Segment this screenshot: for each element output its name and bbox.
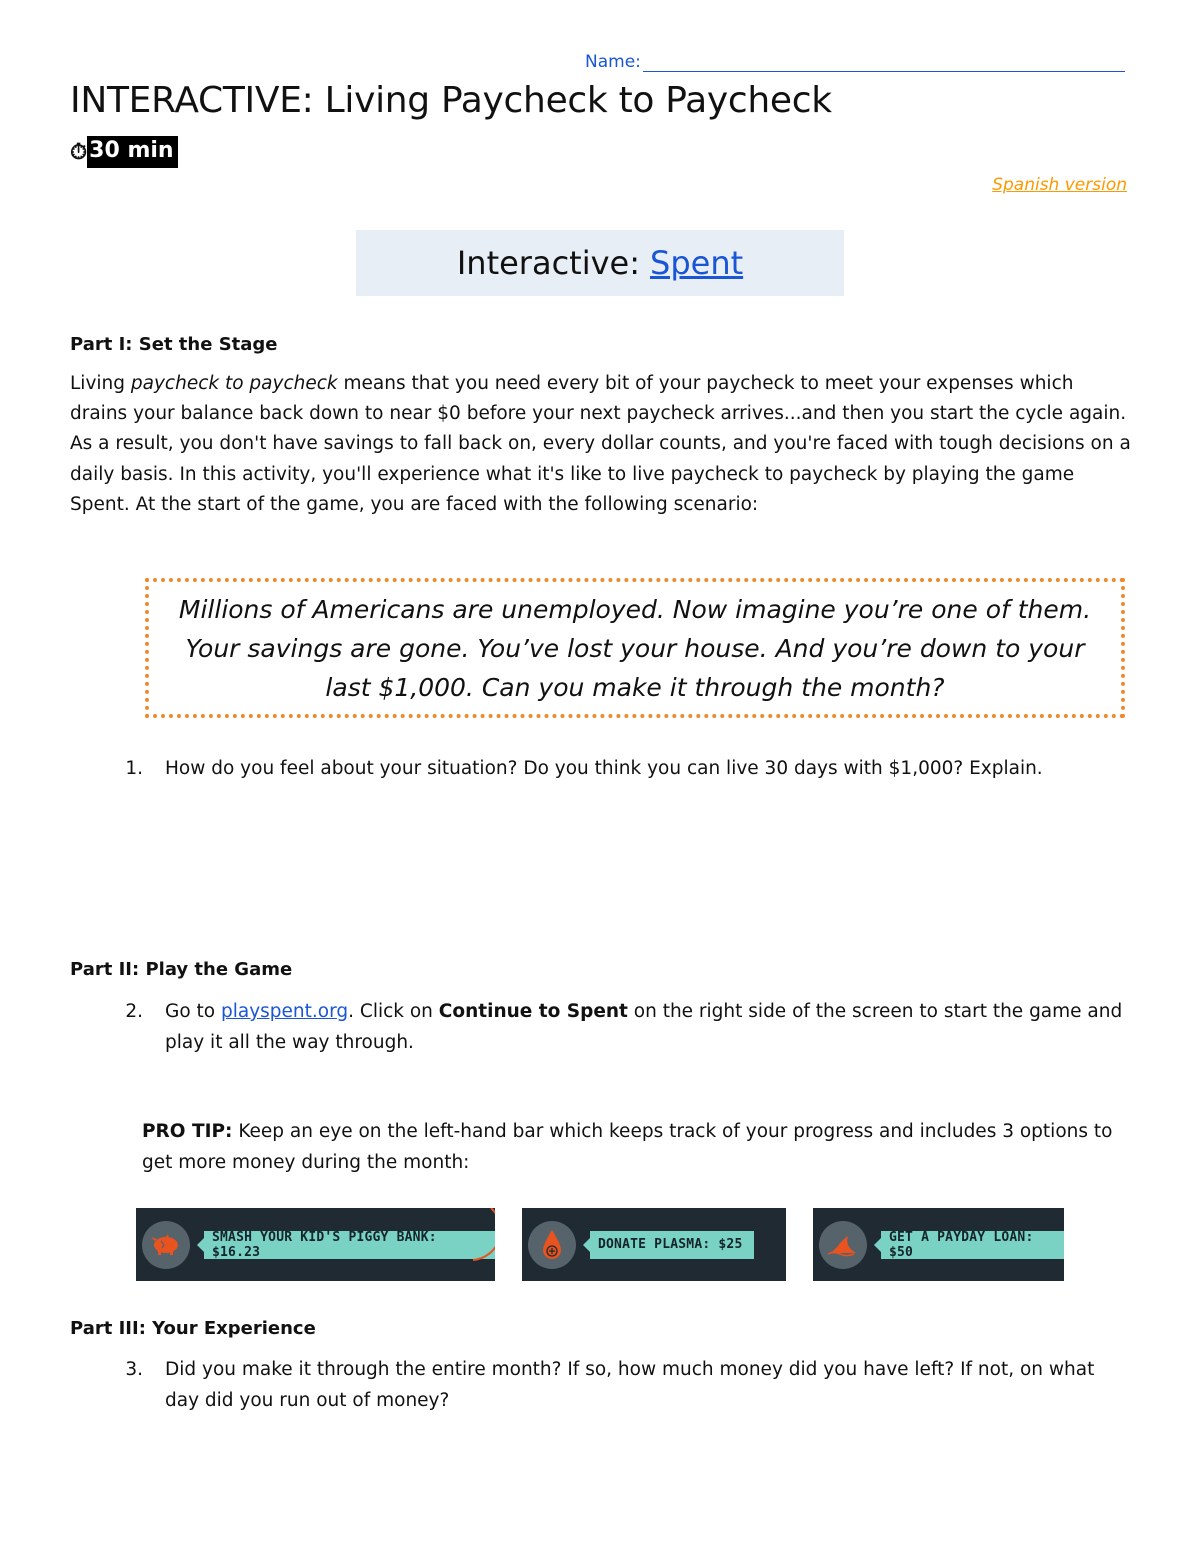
interactive-prefix: Interactive: (456, 244, 640, 282)
pro-tip (142, 1116, 1132, 1178)
question-text (143, 996, 1130, 1058)
intro-emphasis: paycheck to paycheck (130, 373, 338, 394)
q2-text-b: . Click on (348, 1001, 439, 1022)
question-1 (100, 753, 1130, 784)
q2-text-c: on the right side of the screen to start the game and play it all the way through. (165, 1001, 1123, 1053)
duration-text: 30 min (87, 136, 177, 168)
duration-badge (70, 136, 178, 168)
scenario-callout: Millions of Americans are unemployed. Now imagine you’re one of them. Your savings are gone. You’ve lost your house. And you’re down to your last $1,000. Can you make it through the month? (145, 578, 1125, 718)
page-title: INTERACTIVE: Living Paycheck to Paycheck (70, 80, 832, 121)
playspent-link[interactable]: playspent.org (221, 1001, 349, 1022)
shark-fin-icon (819, 1221, 867, 1269)
pro-tip-text: Keep an eye on the left-hand bar which keeps track of your progress and includes 3 options to get more money during the month: (142, 1121, 1113, 1173)
spanish-version-link[interactable]: Spanish version (992, 175, 1127, 195)
part1-intro (70, 369, 1132, 520)
question-text: Did you make it through the entire month? If so, how much money did you have left? If not, on what day did you run out of money? (165, 1359, 1095, 1411)
part1-heading: Part I: Set the Stage (70, 334, 278, 355)
piggy-bank-icon (142, 1221, 190, 1269)
blood-drop-icon (528, 1221, 576, 1269)
pro-tip-label: PRO TIP: (142, 1121, 233, 1142)
stopwatch-icon: ⏱ (70, 139, 88, 165)
q2-bold: Continue to Spent (438, 1001, 628, 1022)
decorative-arc (455, 1208, 495, 1281)
option-label: DONATE PLASMA: $25 (590, 1231, 754, 1259)
name-blank-line[interactable] (643, 53, 1125, 72)
intro-text-b: means that you need every bit of your paycheck to meet your expenses which drains your balance back down to near $0 before your next paycheck arrives...and then you start the cycle again. As a result, you don't have savings to fall back on, every dollar counts, and you're faced with tough decisions on a daily basis. In this activity, you'll experience what it's like to live paycheck to paycheck by playing the game Spent. At the start of the game, you are faced with the following scenario: (70, 373, 1131, 515)
question-number: 2. (125, 1001, 143, 1022)
option-piggy-bank (136, 1208, 495, 1281)
question-number: 3. (125, 1359, 143, 1380)
question-text: How do you feel about your situation? Do you think you can live 30 days with $1,000? Explain. (165, 758, 1043, 779)
part2-heading: Part II: Play the Game (70, 959, 293, 980)
question-2 (100, 996, 1130, 1058)
name-field[interactable] (585, 52, 1125, 72)
q2-text-a: Go to (165, 1001, 221, 1022)
option-payday-loan (813, 1208, 1064, 1281)
question-3 (100, 1354, 1130, 1416)
intro-text-a: Living (70, 373, 131, 394)
question-number: 1. (125, 758, 143, 779)
option-donate-plasma (522, 1208, 786, 1281)
option-label: SMASH YOUR KID'S PIGGY BANK: $16.23 (204, 1231, 495, 1259)
interactive-banner (356, 230, 844, 296)
spent-link[interactable]: Spent (650, 244, 744, 282)
name-label: Name: (585, 52, 641, 72)
option-label: GET A PAYDAY LOAN: $50 (881, 1231, 1064, 1259)
part3-heading: Part III: Your Experience (70, 1318, 316, 1339)
